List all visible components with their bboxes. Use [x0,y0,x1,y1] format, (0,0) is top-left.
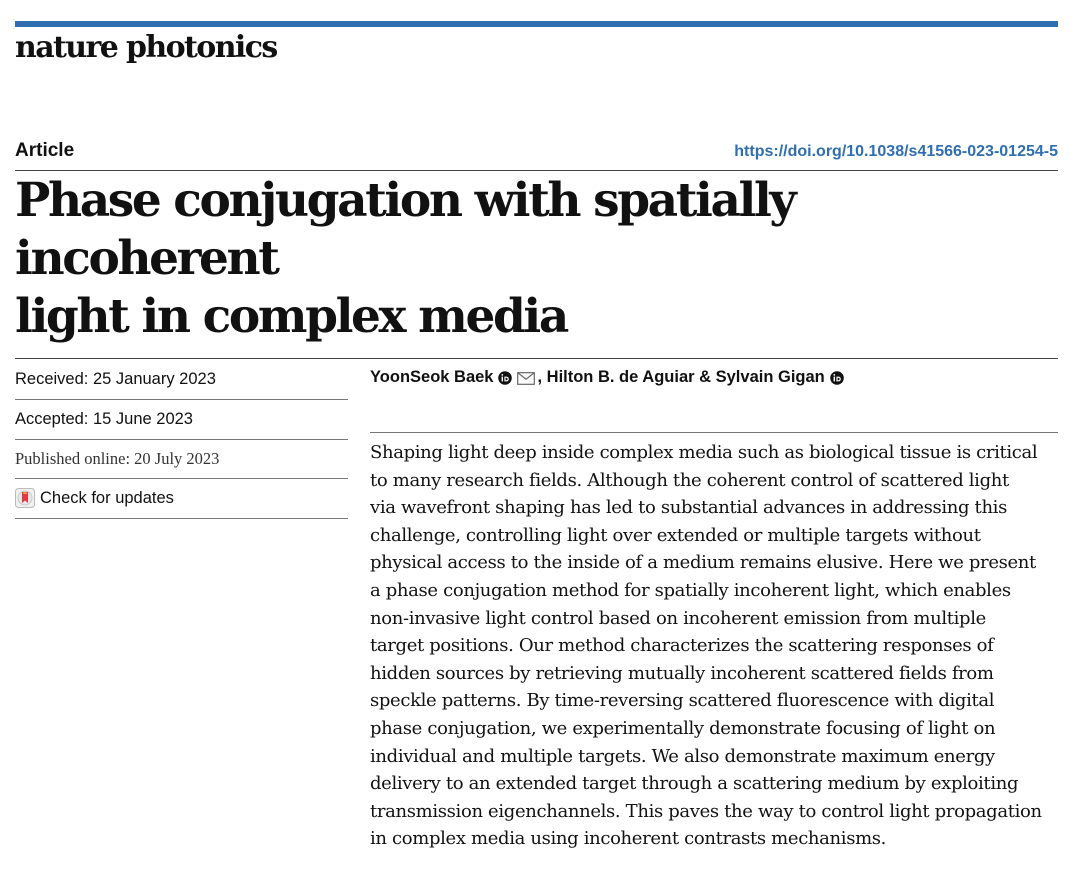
author-coauthors[interactable]: , Hilton B. de Aguiar & Sylvain Gigan [537,368,825,386]
check-for-updates-button[interactable] [15,488,174,508]
title-line-1: Phase conjugation with spatially incoherent [15,173,795,286]
abstract-line: challenge, controlling light over extended or multiple targets without [370,524,981,546]
abstract-line: non-invasive light control based on incoherent emission from multiple [370,607,986,629]
received-date: Received: 25 January 2023 [15,370,216,388]
abstract-line: in complex media using incoherent contrasts mechanisms. [370,828,887,850]
abstract [370,439,1070,853]
check-updates-icon [15,488,35,508]
email-icon[interactable] [517,371,535,384]
article-type: Article [15,140,75,161]
abstract-line: Shaping light deep inside complex media such as biological tissue is critical [370,442,1038,463]
author-baek[interactable]: YoonSeok Baek [370,368,494,386]
abstract-line: hidden sources by retrieving mutually incoherent scattered fields from [370,662,994,684]
abstract-line: speckle patterns. By time-reversing scattered fluorescence with digital [370,690,995,712]
abstract-line: individual and multiple targets. We also demonstrate maximum energy [370,745,995,767]
header-divider [15,170,1058,171]
meta-divider-4 [15,518,348,519]
abstract-line: via wavefront shaping has led to substantial advances in addressing this [370,497,1007,519]
title-line-2: light in complex media [15,289,567,344]
article-title [15,172,1065,346]
abstract-line: delivery to an extended target through a scattering medium by exploiting [370,773,1019,795]
abstract-line: to many research fields. Although the coherent control of scattered light [370,469,1009,491]
meta-divider-2 [15,439,348,440]
meta-divider-1 [15,399,348,400]
abstract-line: phase conjugation, we experimentally demonstrate focusing of light on [370,717,996,739]
published-date: Published online: 20 July 2023 [15,449,220,468]
orcid-icon[interactable] [830,371,844,385]
meta-divider-3 [15,478,348,479]
author-list [370,368,847,387]
abstract-line: physical access to the inside of a medium remains elusive. Here we present [370,552,1036,574]
abstract-line: target positions. Our method characterizes the scattering responses of [370,635,994,657]
journal-accent-bar [15,21,1058,27]
orcid-icon[interactable] [498,371,512,385]
abstract-line: transmission eigenchannels. This paves the way to control light propagation [370,800,1042,822]
journal-name[interactable]: nature photonics [15,30,277,65]
title-divider [15,358,1058,359]
doi-link[interactable]: https://doi.org/10.1038/s41566-023-01254-5 [734,143,1058,160]
accepted-date: Accepted: 15 June 2023 [15,410,193,428]
abstract-line: a phase conjugation method for spatially incoherent light, which enables [370,579,1011,601]
check-updates-label: Check for updates [40,488,174,507]
abstract-divider [370,432,1058,433]
